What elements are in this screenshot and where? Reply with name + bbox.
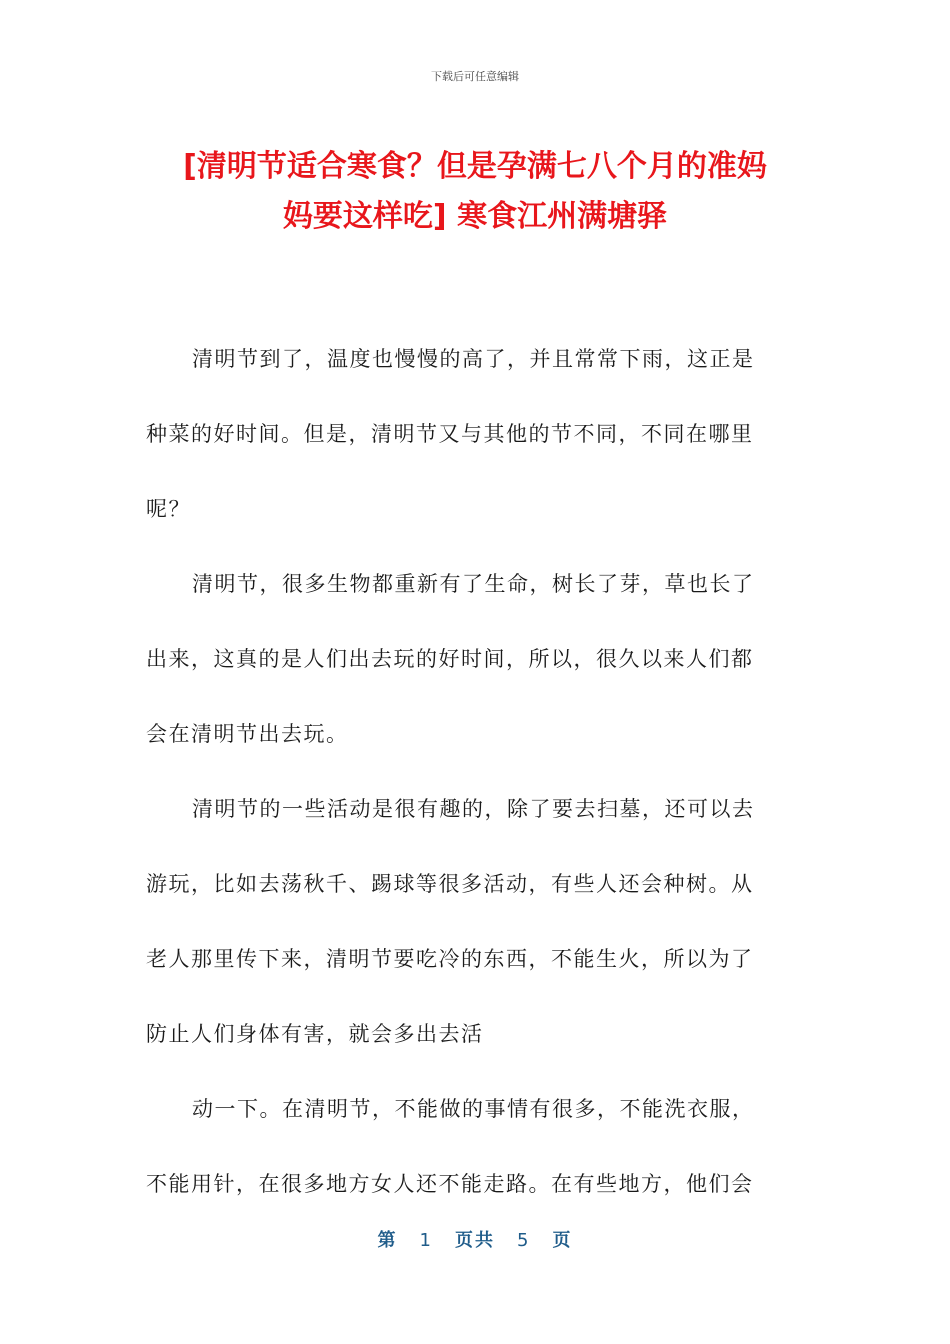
header-note: 下载后可任意编辑	[431, 70, 519, 83]
footer-middle: 页共	[455, 1230, 495, 1251]
footer-page-number: 1	[419, 1230, 433, 1251]
body-line: 防止人们身体有害，就会多出去活	[146, 1022, 484, 1046]
body-line: 种菜的好时间。但是，清明节又与其他的节不同，不同在哪里	[146, 422, 754, 446]
document-body	[146, 322, 796, 1222]
body-line: 不能用针，在很多地方女人还不能走路。在有些地方，他们会	[146, 1172, 754, 1196]
body-line: 呢？	[146, 497, 191, 521]
body-line: 动一下。在清明节，不能做的事情有很多，不能洗衣服，	[192, 1097, 755, 1121]
body-line: 老人那里传下来，清明节要吃冷的东西，不能生火，所以为了	[146, 947, 754, 971]
body-line: 清明节，很多生物都重新有了生命，树长了芽，草也长了	[192, 572, 755, 596]
page-footer	[0, 1226, 950, 1252]
title-line-2: 妈要这样吃] 寒食江州满塘驿	[282, 199, 668, 234]
body-line: 清明节到了，温度也慢慢的高了，并且常常下雨，这正是	[192, 347, 755, 371]
body-line: 会在清明节出去玩。	[146, 722, 349, 746]
footer-prefix: 第	[377, 1230, 398, 1251]
body-line: 游玩，比如去荡秋千、踢球等很多活动，有些人还会种树。从	[146, 872, 754, 896]
footer-suffix: 页	[552, 1230, 573, 1251]
body-line: 出来，这真的是人们出去玩的好时间，所以，很久以来人们都	[146, 647, 754, 671]
footer-total-pages: 5	[517, 1230, 531, 1251]
title-line-1: [清明节适合寒食？但是孕满七八个月的准妈	[183, 149, 767, 184]
document-title	[100, 142, 850, 242]
body-line: 清明节的一些活动是很有趣的，除了要去扫墓，还可以去	[192, 797, 755, 821]
